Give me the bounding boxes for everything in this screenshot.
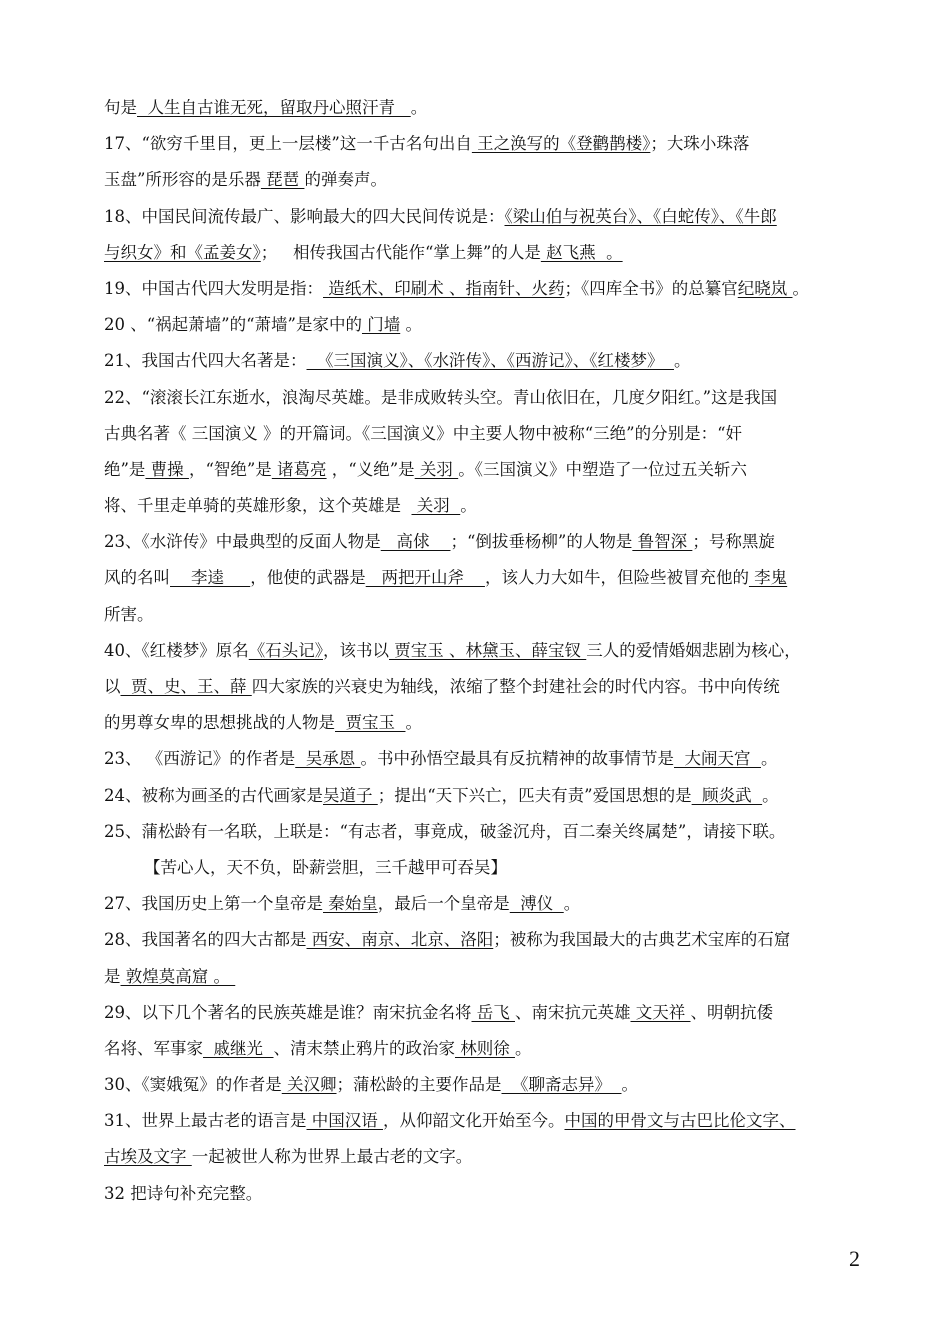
question-text: 绝”是: [104, 459, 146, 479]
question-text: 、清末禁止鸦片的政治家: [273, 1038, 455, 1058]
answer-text: 《三国演义》、《水浒传》、《西游记》、《红楼梦》: [306, 351, 674, 371]
page-number: 2: [849, 1246, 860, 1271]
answer-text: 赵飞燕 。: [540, 242, 623, 262]
question-text: 27、我国历史上第一个皇帝是: [104, 894, 323, 914]
text-line: [104, 1031, 874, 1067]
question-text: ；《四库全书》的总纂官: [564, 278, 738, 298]
answer-text: 岳飞: [471, 1002, 515, 1022]
answer-text: 西安、南京、北京、洛阳: [306, 930, 494, 950]
answer-text: 文天祥: [630, 1002, 691, 1022]
answer-text: 关羽: [414, 459, 459, 479]
question-text: ； 相传我国古代能作“掌上舞”的人是: [260, 242, 541, 262]
answer-text: 《梁山伯与祝英台》、《白蛇传》、《牛郎: [504, 206, 777, 226]
text-line: [104, 416, 874, 452]
question-text: 。: [762, 785, 779, 805]
answer-text: 戚继光: [203, 1038, 274, 1058]
question-text: 。: [792, 278, 809, 298]
text-line: [104, 452, 874, 488]
question-text: 四大家族的兴衰史为轴线，浓缩了整个封建社会的时代内容。书中向传统: [251, 677, 780, 696]
text-line: [104, 343, 874, 379]
question-text: 名将、军事家: [104, 1038, 203, 1058]
answer-text: 门墙: [361, 315, 401, 335]
text-line: [104, 597, 874, 633]
question-text: 。: [621, 1075, 638, 1095]
question-text: ；大珠小珠落: [650, 134, 750, 154]
question-text: ；被称为我国最大的古典艺术宝库的石窟: [493, 930, 791, 950]
question-text: ，“义绝”是: [326, 459, 415, 479]
document-body: [104, 90, 874, 1212]
answer-text: 王之涣写的《登鹳鹊楼》: [471, 134, 651, 154]
question-text: 古典名著《 三国演义 》的开篇词。《三国演义》中主要人物中被称“三绝”的分别是：“奸: [104, 423, 743, 443]
question-text: ，他使的武器是: [250, 568, 366, 588]
question-text: 风的名叫: [104, 568, 170, 588]
question-text: 的弹奏声。: [304, 170, 387, 190]
answer-text: 贾宝玉 、林黛玉、薛宝钗: [389, 640, 587, 660]
answer-text: 《聊斋志异》: [501, 1075, 622, 1095]
answer-text: 林则徐: [454, 1038, 515, 1058]
answer-text: 关汉卿: [281, 1075, 337, 1095]
text-line: [104, 162, 874, 198]
text-line: [104, 1067, 874, 1103]
question-text: 。: [410, 98, 428, 117]
question-text: ，“智绝”是: [188, 459, 272, 479]
answer-text: 贾、史、王、薛: [120, 677, 252, 696]
question-text: 。: [405, 713, 422, 733]
answer-text: 《石头记》: [248, 640, 323, 660]
question-text: ，最后一个皇帝是: [377, 894, 510, 914]
text-line: [104, 235, 874, 271]
question-text: 所害。: [104, 604, 154, 624]
question-text: 23、《水浒传》中最典型的反面人物是: [104, 532, 381, 552]
question-text: 20 、“祸起萧墙”的“萧墙”是家中的: [104, 315, 362, 335]
question-text: 18、中国民间流传最广、影响最大的四大民间传说是：: [104, 206, 505, 226]
question-text: 、南宋抗元英雄: [515, 1002, 631, 1022]
question-text: 句是: [104, 98, 137, 117]
question-text: 。: [563, 894, 581, 914]
question-text: ，从仰韶文化开始至今。: [383, 1111, 565, 1131]
text-line: [104, 922, 874, 958]
answer-text: 吴道子: [323, 785, 378, 805]
answer-text: 人生自古谁无死，留取丹心照汗青: [137, 98, 411, 117]
text-line: [104, 778, 874, 814]
answer-text: 中国汉语: [306, 1111, 383, 1131]
text-line: [104, 524, 874, 560]
text-line: [104, 633, 874, 669]
question-text: 。: [514, 1038, 532, 1058]
question-text: 29、以下几个著名的民族英雄是谁？南宋抗金名将: [104, 1002, 472, 1022]
question-text: 。: [673, 351, 691, 371]
question-text: 23、 《西游记》的作者是: [104, 749, 296, 769]
answer-text: 吴承恩: [295, 749, 361, 769]
text-line: [104, 560, 874, 596]
answer-text: 中国的甲骨文与古巴比伦文字、: [564, 1111, 796, 1131]
text-line: [104, 995, 874, 1031]
question-text: 22、“滚滚长江东逝水，浪淘尽英雄。是非成败转头空。青山依旧在，几度夕阳红。”这是我国: [104, 387, 778, 407]
text-line: [104, 1176, 874, 1212]
answer-text: 大闹天宫: [674, 749, 761, 769]
question-text: 的男尊女卑的思想挑战的人物是: [104, 713, 335, 733]
question-text: 。: [760, 749, 778, 769]
question-text: 是: [104, 966, 121, 986]
text-line: [104, 669, 874, 705]
question-text: 。《三国演义》中塑造了一位过五关斩六: [458, 459, 747, 479]
question-text: ，该书以: [323, 640, 389, 660]
question-text: 25、蒲松龄有一名联，上联是：“有志者，事竟成，破釜沉舟，百二秦关终属楚”，请接下联。: [104, 821, 786, 841]
text-line: [104, 271, 874, 307]
question-text: 17、“欲穷千里目，更上一层楼”这一千古名句出自: [104, 134, 472, 154]
text-line: [104, 886, 874, 922]
answer-text: 李鬼: [748, 568, 788, 588]
question-text: 、明朝抗倭: [690, 1002, 773, 1022]
text-line: [104, 380, 874, 416]
question-text: 将、千里走单骑的英雄形象，这个英雄是: [104, 496, 412, 516]
question-text: ，该人力大如牛，但险些被冒充他的: [484, 568, 749, 588]
question-text: 【苦心人，天不负，卧薪尝胆，三千越甲可吞吴】: [144, 857, 507, 877]
answer-text: 高俅: [380, 532, 451, 552]
text-line: [104, 90, 874, 126]
answer-text: 李逵: [170, 568, 251, 588]
question-text: 一起被世人称为世界上最古老的文字。: [191, 1147, 473, 1167]
answer-text: 溥仪: [509, 894, 564, 914]
text-line: [104, 199, 874, 235]
text-line: [104, 959, 874, 995]
question-text: ；提出“天下兴亡，匹夫有责”爱国思想的是: [377, 785, 692, 805]
question-text: 。: [400, 315, 422, 335]
question-text: 19、中国古代四大发明是指：: [104, 278, 323, 298]
answer-text: 鲁智深: [632, 532, 693, 552]
text-line: [104, 850, 874, 886]
answer-text: 古埃及文字: [104, 1147, 192, 1167]
answer-text: 顾炎武: [691, 785, 763, 805]
question-text: ；号称黑旋: [692, 532, 775, 552]
question-text: 玉盘”所形容的是乐器: [104, 170, 261, 190]
answer-text: 两把开山斧: [365, 568, 485, 588]
answer-text: 纪晓岚: [737, 278, 793, 298]
text-line: [104, 488, 874, 524]
question-text: ；“倒拔垂杨柳”的人物是: [450, 532, 633, 552]
answer-text: 敦煌莫高窟 。: [120, 966, 236, 986]
text-line: [104, 307, 874, 343]
question-text: ；蒲松龄的主要作品是: [336, 1075, 502, 1095]
question-text: 。: [460, 496, 477, 516]
question-text: 以: [104, 677, 121, 696]
answer-text: 琵琶: [260, 170, 305, 190]
question-text: 28、我国著名的四大古都是: [104, 930, 307, 950]
question-text: 24、被称为画圣的古代画家是: [104, 785, 323, 805]
answer-text: 关羽: [411, 496, 461, 516]
text-line: [104, 741, 874, 777]
question-text: 31、世界上最古老的语言是: [104, 1111, 307, 1131]
text-line: [104, 126, 874, 162]
answer-text: 诸葛亮: [271, 459, 327, 479]
answer-text: 造纸术、印刷术 、指南针、火药: [323, 278, 565, 298]
question-text: 三人的爱情婚姻悲剧为核心，: [586, 640, 801, 660]
question-text: 40、《红楼梦》原名: [104, 640, 249, 660]
text-line: [104, 1103, 874, 1139]
question-text: 30、《窦娥冤》的作者是: [104, 1075, 282, 1095]
text-line: [104, 814, 874, 850]
answer-text: 与织女》和《孟姜女》: [104, 242, 261, 262]
question-text: 21、我国古代四大名著是：: [104, 351, 307, 371]
answer-text: 贾宝玉: [335, 713, 406, 733]
text-line: [104, 1139, 874, 1175]
answer-text: 秦始皇: [323, 894, 378, 914]
answer-text: 曹操: [145, 459, 189, 479]
question-text: 。书中孙悟空最具有反抗精神的故事情节是: [360, 749, 674, 769]
question-text: 32 把诗句补充完整。: [104, 1183, 263, 1203]
text-line: [104, 705, 874, 741]
